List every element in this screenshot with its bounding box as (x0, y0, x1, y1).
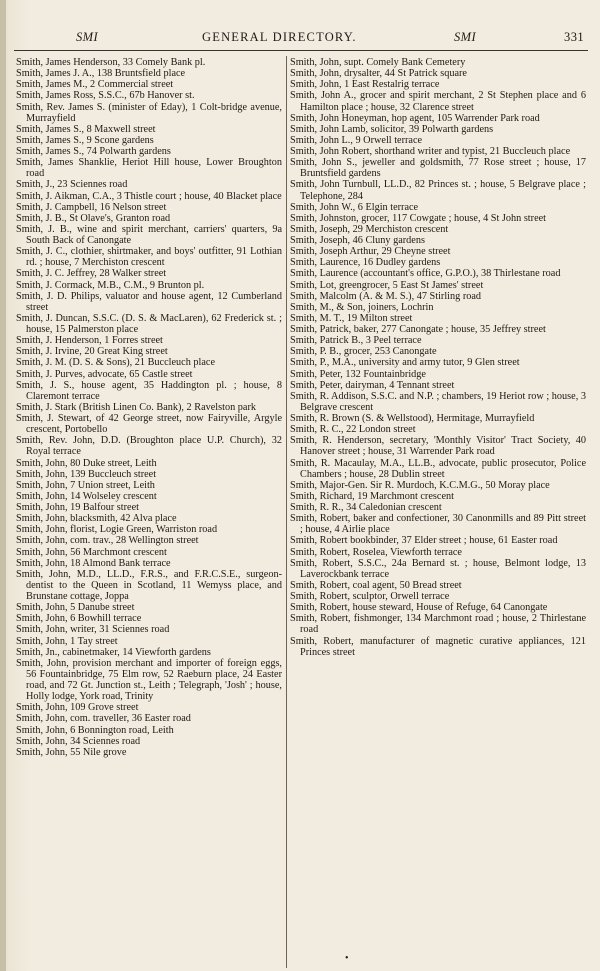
page-header (14, 30, 588, 50)
directory-entry: Smith, J. Stark (British Linen Co. Bank), 2 Ravelston park (16, 401, 257, 413)
directory-entry: Smith, John, 109 Grove street (16, 702, 139, 714)
directory-entry: Smith, J. Henderson, 1 Forres street (16, 335, 163, 347)
directory-entry: Smith, John, writer, 31 Sciennes road (16, 624, 170, 636)
directory-entry: Smith, R. Brown (S. & Wellstood), Hermitage, Murrayfield (290, 413, 535, 424)
directory-entry: Smith, John, 19 Balfour street (16, 502, 139, 513)
directory-entry: Smith, Robert, fishmonger, 134 Marchmont road ; house, 2 Thirlestane road (290, 613, 586, 636)
directory-entry: Smith, John L., 9 Orwell terrace (290, 134, 423, 146)
directory-entry: Smith, John, 56 Marchmont crescent (16, 546, 167, 558)
directory-entry: Smith, John, 18 Almond Bank terrace (16, 557, 171, 569)
directory-entry: Smith, Patrick, baker, 277 Canongate ; house, 35 Jeffrey street (290, 324, 546, 335)
directory-entry: Smith, Robert, baker and confectioner, 30 Canonmills and 89 Pitt street ; house, 4 Airlie place (290, 513, 586, 536)
directory-entry: Smith, P. B., grocer, 253 Canongate (290, 346, 437, 358)
left-column (16, 57, 282, 758)
directory-entry: Smith, John, blacksmith, 42 Alva place (16, 513, 177, 525)
directory-entry: Smith, James Shanklie, Heriot Hill house, Lower Broughton road (16, 157, 282, 180)
page-number: 331 (564, 30, 584, 44)
directory-entry: Smith, John S., jeweller and goldsmith, 77 Rose street ; house, 17 Bruntsfield gardens (290, 157, 586, 180)
directory-entry: Smith, R. Henderson, secretary, 'Monthly Visitor' Tract Society, 40 Hanover street ; house, 31 Warrender Park road (290, 435, 586, 458)
directory-entry: Smith, John, 6 Bonnington road, Leith (16, 724, 174, 736)
directory-entry: Smith, J. Cormack, M.B., C.M., 9 Brunton pl. (16, 279, 205, 291)
directory-entry: Smith, James Ross, S.S.C., 67b Hanover st. (16, 90, 195, 102)
directory-entry: Smith, Johnston, grocer, 117 Cowgate ; house, 4 St John street (290, 212, 547, 224)
directory-entry: Smith, John, 14 Wolseley crescent (16, 490, 157, 502)
directory-entry: Smith, James Henderson, 33 Comely Bank pl. (16, 57, 206, 68)
directory-entry: Smith, Robert, Roselea, Viewforth terrace (290, 546, 462, 558)
directory-entry: Smith, Lot, greengrocer, 5 East St James' street (290, 279, 484, 291)
header-rule (14, 50, 588, 51)
directory-entry: Smith, John, supt. Comely Bank Cemetery (290, 57, 466, 68)
directory-entry: Smith, Robert bookbinder, 37 Elder street ; house, 61 Easter road (290, 535, 558, 547)
directory-entry: Smith, J. Purves, advocate, 65 Castle street (16, 368, 193, 380)
directory-entry: Smith, J. Duncan, S.S.C. (D. S. & MacLaren), 62 Frederick st. ; house, 15 Palmerston place (16, 312, 282, 335)
column-divider (286, 56, 287, 968)
directory-entry: Smith, M., & Son, joiners, Lochrin (290, 301, 434, 313)
directory-entry: Smith, J. C. Jeffrey, 28 Walker street (16, 268, 167, 280)
directory-entry: Smith, John, 34 Sciennes road (16, 735, 141, 747)
directory-entry: Smith, John Turnbull, LL.D., 82 Princes st. ; house, 5 Belgrave place ; Telephone, 284 (290, 179, 586, 202)
directory-entry: Smith, John, M.D., LL.D., F.R.S., and F.R.C.S.E., surgeon-dentist to the Queen in Scotland, 11 Wemyss place, and Brunstane cottage, Joppa (16, 568, 282, 602)
directory-entry: Smith, Rev. James S. (minister of Eday), 1 Colt-bridge avenue, Murrayfield (16, 101, 282, 124)
right-column (290, 57, 586, 658)
directory-entry: Smith, Laurence, 16 Dudley gardens (290, 257, 441, 269)
directory-entry: Smith, James S., 9 Scone gardens (16, 134, 154, 146)
directory-entry: Smith, J. Aikman, C.A., 3 Thistle court ; house, 40 Blacket place (16, 190, 282, 202)
directory-entry: Smith, J. C., clothier, shirtmaker, and boys' outfitter, 91 Lothian rd. ; house, 7 Merchiston crescent (16, 246, 282, 269)
directory-entry: Smith, John, 55 Nile grove (16, 746, 127, 758)
page-title: GENERAL DIRECTORY. (202, 30, 357, 44)
directory-entry: Smith, Laurence (accountant's office, G.P.O.), 38 Thirlestane road (290, 268, 561, 280)
book-gutter (0, 0, 6, 971)
directory-entry: Smith, J., 23 Sciennes road (16, 179, 128, 191)
directory-entry: Smith, Robert, sculptor, Orwell terrace (290, 591, 450, 602)
directory-entry: Smith, Robert, house steward, House of Refuge, 64 Canongate (290, 602, 548, 614)
directory-entry: Smith, M. T., 19 Milton street (290, 312, 413, 324)
footer-mark: • (345, 953, 349, 964)
directory-entry: Smith, John, 6 Bowhill terrace (16, 613, 142, 625)
directory-entry: Smith, J. D. Philips, valuator and house agent, 12 Cumberland street (16, 290, 282, 313)
directory-entry: Smith, R. Macaulay, M.A., LL.B., advocate, public prosecutor, Police Chambers ; house, 28 Dublin street (290, 457, 586, 480)
directory-entry: Smith, R. R., 34 Caledonian crescent (290, 502, 442, 513)
directory-entry: Smith, John, com. trav., 28 Wellington street (16, 535, 199, 547)
directory-entry: Smith, John Robert, shorthand writer and typist, 21 Buccleuch place (290, 146, 571, 157)
running-head-right: SMI (454, 30, 477, 44)
directory-entry: Smith, Robert, manufacturer of magnetic curative appliances, 121 Princes street (290, 635, 586, 658)
directory-entry: Smith, J. S., house agent, 35 Haddington pl. ; house, 8 Claremont terrace (16, 379, 282, 402)
directory-entry: Smith, John Lamb, solicitor, 39 Polwarth gardens (290, 123, 494, 135)
directory-entry: Smith, John, 7 Union street, Leith (16, 479, 155, 491)
directory-entry: Smith, Malcolm (A. & M. S.), 47 Stirling road (290, 290, 482, 302)
directory-entry: Smith, John A., grocer and spirit merchant, 2 St Stephen place and 6 Hamilton place ; house, 32 Clarence street (290, 90, 586, 113)
directory-entry: Smith, John Honeyman, hop agent, 105 Warrender Park road (290, 112, 540, 124)
directory-entry: Smith, John, provision merchant and importer of foreign eggs, 56 Fountainbridge, 75 Elm row, 52 Raeburn place, 24 Easter road, and 72 Gt. Junction st., Leith ; Telegraph, 'Josh' ; house, Holly lodge, York road, Trinity (16, 657, 282, 703)
directory-entry: Smith, John, com. traveller, 36 Easter road (16, 713, 191, 725)
directory-entry: Smith, Robert, S.S.C., 24a Bernard st. ; house, Belmont lodge, 13 Laverockbank terrace (290, 557, 586, 580)
directory-entry: Smith, John, drysalter, 44 St Patrick square (290, 68, 467, 80)
directory-entry: Smith, R. C., 22 London street (290, 424, 416, 436)
directory-entry: Smith, James S., 8 Maxwell street (16, 123, 156, 135)
directory-entry: Smith, Rev. John, D.D. (Broughton place U.P. Church), 32 Royal terrace (16, 435, 282, 458)
directory-entry: Smith, John, 1 East Restalrig terrace (290, 79, 440, 91)
directory-entry: Smith, P., M.A., university and army tutor, 9 Glen street (290, 357, 520, 369)
directory-entry: Smith, Joseph, 29 Merchiston crescent (290, 223, 449, 235)
directory-entry: Smith, J. Campbell, 16 Nelson street (16, 201, 167, 213)
directory-entry: Smith, Jn., cabinetmaker, 14 Viewforth gardens (16, 646, 211, 658)
running-head-left: SMI (76, 30, 99, 44)
directory-entry: Smith, J. M. (D. S. & Sons), 21 Buccleuch place (16, 357, 216, 369)
directory-entry: Smith, John, 5 Danube street (16, 602, 135, 614)
directory-entry: Smith, James J. A., 138 Bruntsfield place (16, 68, 186, 80)
directory-entry: Smith, Peter, 132 Fountainbridge (290, 368, 426, 380)
directory-entry: Smith, James S., 74 Polwarth gardens (16, 146, 171, 157)
directory-entry: Smith, Major-Gen. Sir R. Murdoch, K.C.M.G., 50 Moray place (290, 479, 550, 491)
directory-entry: Smith, J. Stewart, of 42 George street, now Fairyville, Argyle crescent, Portobello (16, 413, 282, 436)
directory-entry: Smith, J. B., wine and spirit merchant, carriers' quarters, 9a South Back of Canongate (16, 223, 282, 246)
directory-entry: Smith, James M., 2 Commercial street (16, 79, 174, 91)
directory-entry: Smith, John, 80 Duke street, Leith (16, 457, 157, 469)
directory-entry: Smith, Robert, coal agent, 50 Bread street (290, 579, 462, 591)
directory-entry: Smith, Joseph Arthur, 29 Cheyne street (290, 246, 451, 258)
directory-entry: Smith, John, florist, Logie Green, Warriston road (16, 524, 218, 536)
directory-entry: Smith, Peter, dairyman, 4 Tennant street (290, 379, 455, 391)
directory-entry: Smith, Joseph, 46 Cluny gardens (290, 235, 425, 246)
directory-entry: Smith, Richard, 19 Marchmont crescent (290, 490, 454, 502)
directory-entry: Smith, R. Addison, S.S.C. and N.P. ; chambers, 19 Heriot row ; house, 3 Belgrave crescent (290, 390, 586, 413)
directory-entry: Smith, John W., 6 Elgin terrace (290, 201, 419, 213)
directory-entry: Smith, J. Irvine, 20 Great King street (16, 346, 168, 358)
directory-entry: Smith, Patrick B., 3 Peel terrace (290, 335, 422, 347)
directory-entry: Smith, J. B., St Olave's, Granton road (16, 212, 171, 224)
directory-entry: Smith, John, 139 Buccleuch street (16, 468, 157, 480)
directory-entry: Smith, John, 1 Tay street (16, 635, 118, 647)
